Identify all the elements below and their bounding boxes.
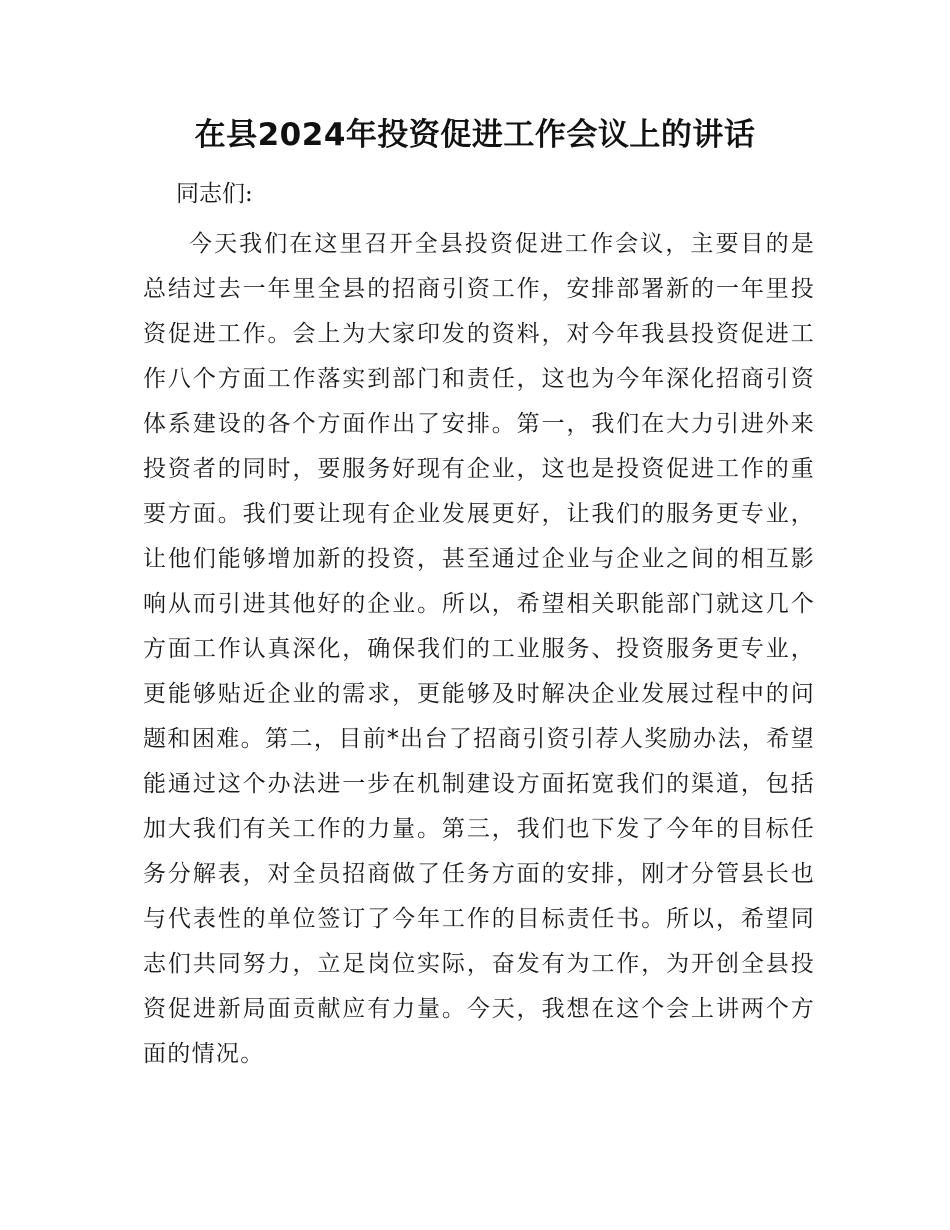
salutation: 同志们: xyxy=(176,181,253,207)
body-paragraph: 今天我们在这里召开全县投资促进工作会议，主要目的是总结过去一年里全县的招商引资工作，安排部署新的一年里投资促进工作。会上为大家印发的资料，对今年我县投资促进工作八个方面工作落实到部门和责任，这也为今年深化招商引资体系建设的各个方面作出了安排。第一，我们在大力引进外来投资者的同时，要服务好现有企业，这也是投资促进工作的重要方面。我们要让现有企业发展更好，让我们的服务更专业，让他们能够增加新的投资，甚至通过企业与企业之间的相互影响从而引进其他好的企业。所以，希望相关职能部门就这几个方面工作认真深化，确保我们的工业服务、投资服务更专业，更能够贴近企业的需求，更能够及时解决企业发展过程中的问题和困难。第二，目前*出台了招商引资引荐人奖励办法，希望能通过这个办法进一步在机制建设方面拓宽我们的渠道，包括加大我们有关工作的力量。第三，我们也下发了今年的目标任务分解表，对全员招商做了任务方面的安排，刚才分管县长也与代表性的单位签订了今年工作的目标责任书。所以，希望同志们共同努力，立足岗位实际，奋发有为工作，为开创全县投资促进新局面贡献应有力量。今天，我想在这个会上讲两个方面的情况。 xyxy=(143,231,815,1067)
document-title: 在县2024年投资促进工作会议上的讲话 xyxy=(194,117,756,153)
